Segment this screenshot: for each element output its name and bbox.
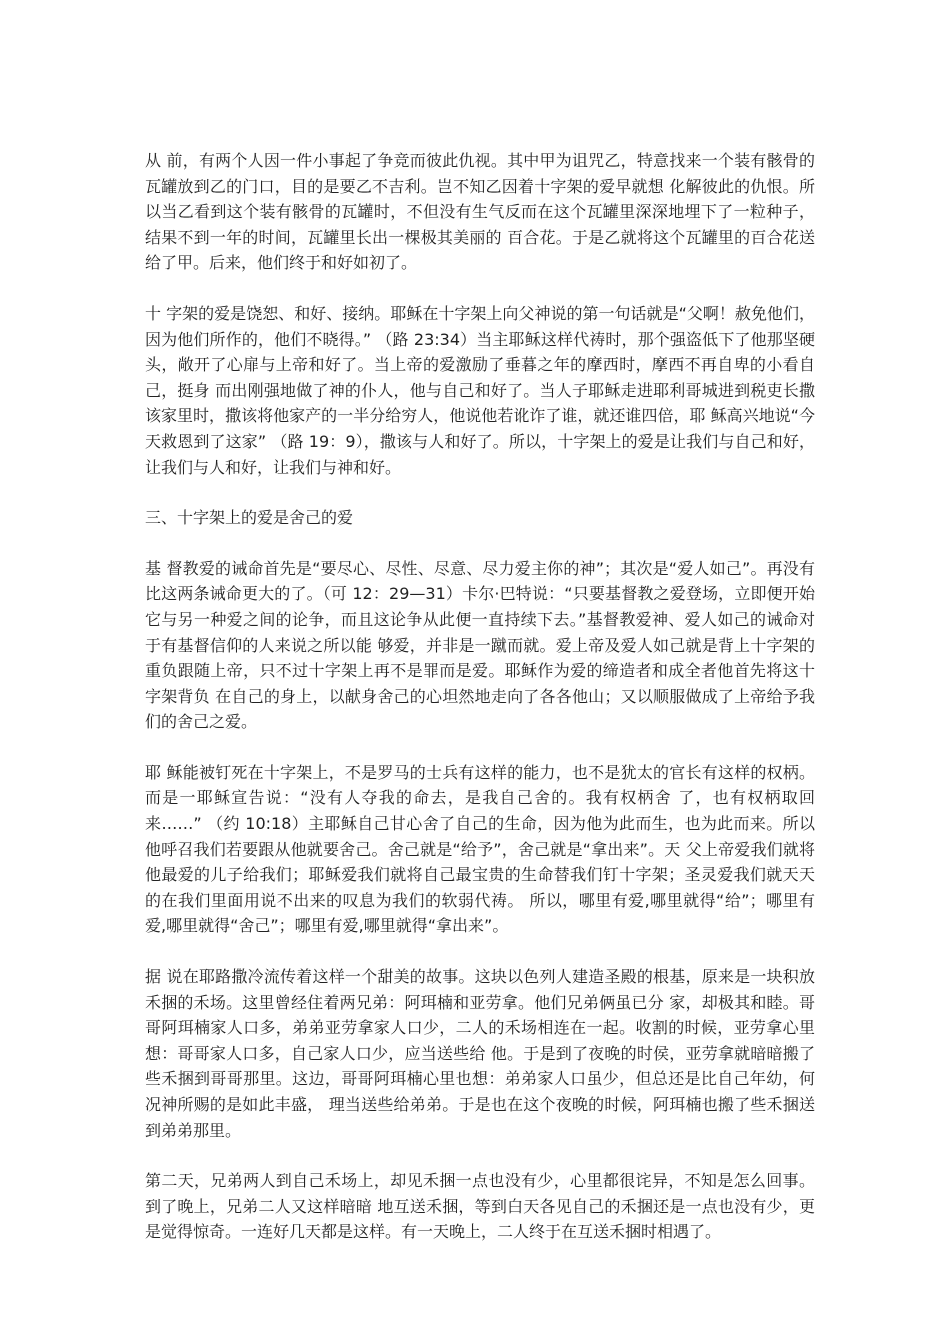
paragraph-next-day: 第二天，兄弟两人到自己禾场上，却见禾捆一点也没有少，心里都很诧异，不知是怎么回事。到了晚上，兄弟二人又这样暗暗 地互送禾捆，等到白天各见自己的禾捆还是一点也没有少，更是觉得惊奇。一连好几天都是这样。有一天晚上，二人终于在互送禾捆时相遇了。 <box>145 1171 815 1242</box>
paragraph-self-giving: 耶 稣能被钉死在十字架上，不是罗马的士兵有这样的能力，也不是犹太的官长有这样的权柄。而是一耶稣宣告说：“没有人夺我的命去，是我自己舍的。我有权柄舍 了，也有权柄取回来……” （约 10:18）主耶稣自己甘心舍了自己的生命，因为他为此而生，也为此而来。所以他呼召我们若要跟从他就要舍己。舍己就是“给予”，舍己就是“拿出来”。天 父上帝爱我们就将他最爱的儿子给我们；耶稣爱我们就将自己最宝贵的生命替我们钉十字架；圣灵爱我们就天天的在我们里面用说不出来的叹息为我们的软弱代祷。 所以，哪里有爱,哪里就得“给”；哪里有爱,哪里就得“舍己”；哪里有爱,哪里就得“拿出来”。 <box>145 762 815 936</box>
paragraph-commandments: 基 督教爱的诫命首先是“要尽心、尽性、尽意、尽力爱主你的神”；其次是“爱人如己”。再没有比这两条诫命更大的了。（可 12：29—31）卡尔·巴特说：“只要基督教之爱登场，立即便开始它与另一种爱之间的论争，而且这论争从此便一直持续下去。”基督教爱神、爱人如己的诫命对于有基督信仰的人来说之所以能 够爱，并非是一蹴而就。爱上帝及爱人如己就是背上十字架的重负跟随上帝，只不过十字架上再不是罪而是爱。耶稣作为爱的缔造者和成全者他首先将这十字架背负 在自己的身上，以献身舍己的心坦然地走向了各各他山；又以顺服做成了上帝给予我们的舍己之爱。 <box>145 558 815 732</box>
paragraph-lily-story: 从 前，有两个人因一件小事起了争竞而彼此仇视。其中甲为诅咒乙，特意找来一个装有骸骨的瓦罐放到乙的门口，目的是要乙不吉利。岂不知乙因着十字架的爱早就想 化解彼此的仇恨。所以当乙看到这个装有骸骨的瓦罐时，不但没有生气反而在这个瓦罐里深深地埋下了一粒种子，结果不到一年的时间，瓦罐里长出一棵极其美丽的 百合花。于是乙就将这个瓦罐里的百合花送给了甲。后来，他们终于和好如初了。 <box>145 151 815 273</box>
section-heading: 三、十字架上的爱是舍己的爱 <box>145 508 354 528</box>
document-body <box>145 148 815 1270</box>
paragraph-brothers-story: 据 说在耶路撒冷流传着这样一个甜美的故事。这块以色列人建造圣殿的根基，原来是一块积放禾捆的禾场。这里曾经住着两兄弟：阿珥楠和亚劳拿。他们兄弟俩虽已分 家，却极其和睦。哥哥阿珥楠家人口多，弟弟亚劳拿家人口少，二人的禾场相连在一起。收割的时候，亚劳拿心里想：哥哥家人口多，自己家人口少，应当送些给 他。于是到了夜晚的时侯，亚劳拿就暗暗搬了些禾捆到哥哥那里。这边，哥哥阿珥楠心里也想：弟弟家人口虽少，但总还是比自己年幼，何况神所赐的是如此丰盛， 理当送些给弟弟。于是也在这个夜晚的时候，阿珥楠也搬了些禾捆送到弟弟那里。 <box>145 967 815 1140</box>
paragraph-forgiveness: 十 字架的爱是饶恕、和好、接纳。耶稣在十字架上向父神说的第一句话就是“父啊！赦免他们，因为他们所作的，他们不晓得。” （路 23:34）当主耶稣这样代祷时，那个强盗低下了他那坚硬头，敞开了心扉与上帝和好了。当上帝的爱激励了垂暮之年的摩西时，摩西不再自卑的小看自己，挺身 而出刚强地做了神的仆人，他与自己和好了。当人子耶稣走进耶利哥城进到税吏长撒该家里时，撒该将他家产的一半分给穷人，他说他若讹诈了谁，就还谁四倍，耶 稣高兴地说“今天救恩到了这家” （路 19：9），撒该与人和好了。所以，十字架上的爱是让我们与自己和好，让我们与人和好，让我们与神和好。 <box>145 303 815 477</box>
